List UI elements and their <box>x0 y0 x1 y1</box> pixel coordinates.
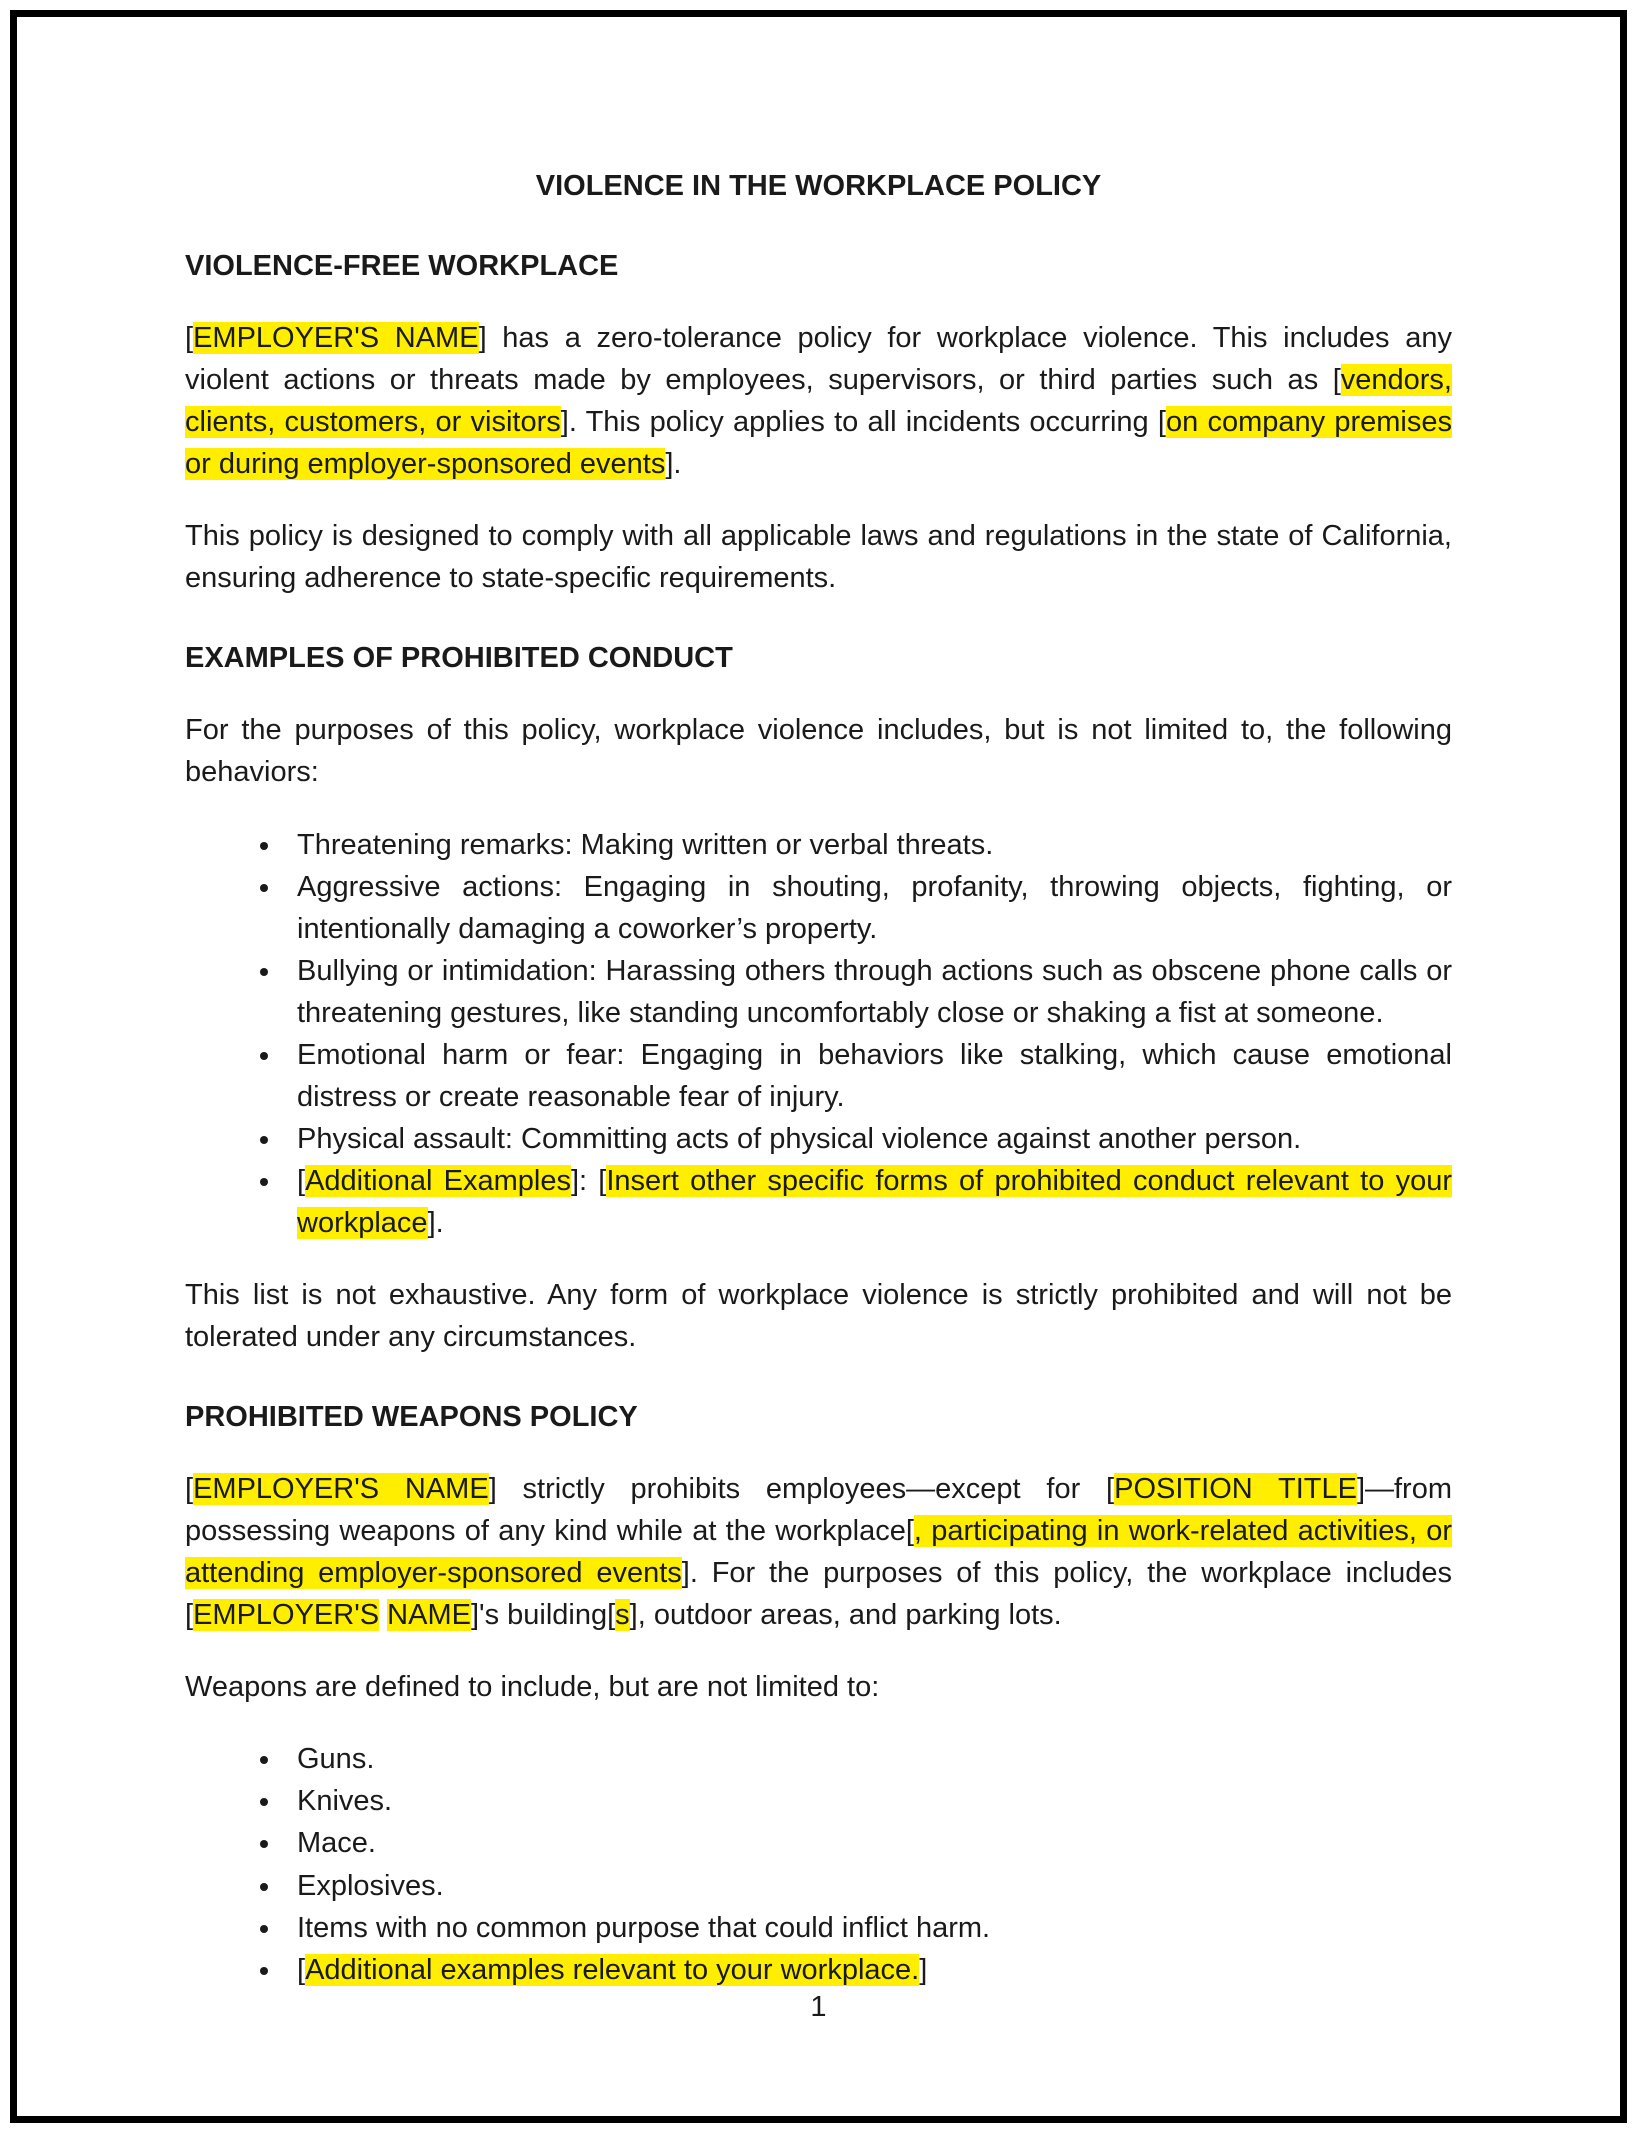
text-segment: Emotional harm or fear: Engaging in behaviors like stalking, which cause emotional distress or create reasonable fear of injury. <box>297 1038 1452 1113</box>
text-segment: Threatening remarks: Making written or verbal threats. <box>297 828 994 861</box>
text-segment: ]. <box>665 448 682 481</box>
paragraph-weapons-definition-intro <box>185 1666 1452 1708</box>
text-segment: Mace. <box>297 1827 376 1860</box>
section-heading-violence-free-workplace: VIOLENCE-FREE WORKPLACE <box>185 250 619 283</box>
paragraph-prohibited-conduct-intro <box>185 709 1452 793</box>
paragraph-not-exhaustive <box>185 1274 1452 1358</box>
highlighted-placeholder-text: s <box>615 1599 630 1632</box>
list-item <box>283 950 1452 1034</box>
list-item <box>283 1907 1452 1949</box>
text-segment: [ <box>185 322 194 355</box>
list-item <box>283 1949 1452 1991</box>
highlighted-placeholder-text: Additional examples relevant to your workplace. <box>305 1953 920 1986</box>
text-segment: Weapons are defined to include, but are not limited to: <box>185 1671 880 1704</box>
text-segment: [ <box>185 1473 194 1506</box>
text-segment: ], outdoor areas, and parking lots. <box>629 1599 1062 1632</box>
text-segment: ]: [ <box>570 1164 607 1197</box>
paragraph-california-compliance <box>185 515 1452 599</box>
list-item <box>283 1034 1452 1118</box>
text-segment: Guns. <box>297 1743 375 1776</box>
section-heading-examples-of-prohibited-conduct: EXAMPLES OF PROHIBITED CONDUCT <box>185 642 733 675</box>
list-item <box>283 1160 1452 1244</box>
weapons-list <box>185 1738 1452 1990</box>
highlighted-placeholder-text: POSITION TITLE <box>1114 1473 1357 1506</box>
list-item <box>283 866 1452 950</box>
text-segment: Physical assault: Committing acts of physical violence against another person. <box>297 1122 1302 1155</box>
text-segment: Items with no common purpose that could inflict harm. <box>297 1911 991 1944</box>
text-segment <box>379 1599 387 1631</box>
text-segment: For the purposes of this policy, workplace violence includes, but is not limited to, the following behaviors: <box>185 714 1452 789</box>
text-segment: Explosives. <box>297 1869 444 1902</box>
text-segment: Aggressive actions: Engaging in shouting, profanity, throwing objects, fighting, or intentionally damaging a coworker’s property. <box>297 870 1452 945</box>
section-heading-prohibited-weapons-policy: PROHIBITED WEAPONS POLICY <box>185 1401 638 1434</box>
highlighted-placeholder-text: Additional Examples <box>305 1164 571 1197</box>
highlighted-placeholder-text: EMPLOYER'S NAME <box>193 1473 489 1506</box>
text-segment: [ <box>297 1164 306 1197</box>
document-page <box>10 10 1627 2123</box>
text-segment: ] <box>919 1953 928 1986</box>
text-segment: Bullying or intimidation: Harassing others through actions such as obscene phone calls or threatening gestures, like standing uncomfortably close or shaking a fist at someone. <box>297 954 1452 1029</box>
paragraph-zero-tolerance <box>185 317 1452 485</box>
list-item <box>283 1822 1452 1864</box>
text-segment: ]'s building[ <box>470 1599 616 1632</box>
highlighted-placeholder-text: vendors, clients, customers, or visitors <box>185 364 1452 439</box>
highlighted-placeholder-text: Insert other specific forms of prohibited conduct relevant to your workplace <box>297 1164 1452 1239</box>
text-segment: This list is not exhaustive. Any form of workplace violence is strictly prohibited and will not be tolerated under any circumstances. <box>185 1278 1452 1354</box>
paragraph-weapons-prohibition <box>185 1468 1452 1636</box>
list-item <box>283 1738 1452 1780</box>
text-segment: This policy is designed to comply with all applicable laws and regulations in the state of California, ensuring adherence to state-specific requirements. <box>185 520 1452 595</box>
text-segment: [ <box>297 1953 306 1986</box>
list-item <box>283 1865 1452 1907</box>
text-segment: ]. This policy applies to all incidents occurring [ <box>560 406 1166 439</box>
prohibited-conduct-list <box>185 824 1452 1244</box>
page-number: 1 <box>810 1991 827 2023</box>
text-segment: ]—from possessing weapons of any kind while at the workplace[ <box>185 1473 1452 1548</box>
document-content <box>17 17 1620 1991</box>
text-segment: Knives. <box>297 1785 393 1818</box>
text-segment: ]. For the purposes of this policy, the workplace includes [ <box>185 1557 1452 1632</box>
text-segment: ] strictly prohibits employees—except for [ <box>488 1473 1115 1506</box>
list-item <box>283 1118 1452 1160</box>
highlighted-placeholder-text: EMPLOYER'S <box>193 1599 380 1632</box>
list-item <box>283 1780 1452 1822</box>
list-item <box>283 824 1452 866</box>
text-segment: ]. <box>427 1206 444 1239</box>
text-segment: ] has a zero-tolerance policy for workplace violence. This includes any violent actions or threats made by employees, supervisors, or third parties such as [ <box>185 322 1452 397</box>
highlighted-placeholder-text: on company premises or during employer-sponsored events <box>185 406 1453 481</box>
highlighted-placeholder-text: , participating in work-related activities, or attending employer-sponsored events <box>185 1515 1452 1590</box>
highlighted-placeholder-text: EMPLOYER'S NAME <box>193 322 479 355</box>
document-title: VIOLENCE IN THE WORKPLACE POLICY <box>535 170 1102 202</box>
highlighted-placeholder-text: NAME <box>387 1599 471 1632</box>
